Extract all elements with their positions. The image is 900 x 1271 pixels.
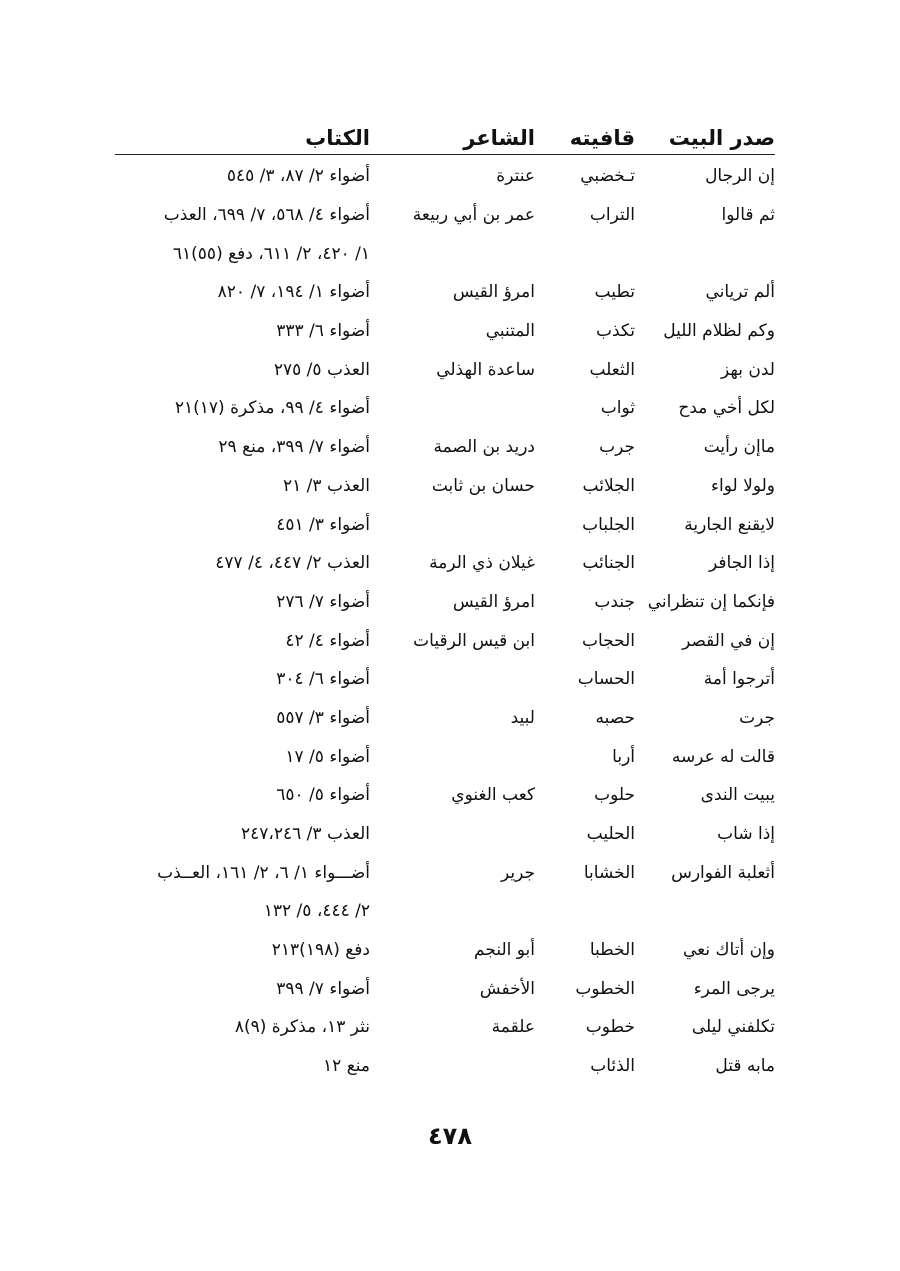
cell-poet: امرؤ القيس [452, 591, 535, 612]
cell-book: ١/ ٤٢٠، ٢/ ٦١١، دفع (٥٥)٦١ [172, 243, 370, 264]
table-row [115, 157, 775, 196]
cell-verse: جرت [739, 707, 775, 728]
cell-verse: إن في القصر [682, 630, 775, 651]
table-row [115, 583, 775, 622]
cell-rhyme: الحليب [586, 824, 635, 845]
table-row [115, 1008, 775, 1047]
cell-rhyme: الجلائب [582, 475, 635, 496]
cell-poet: دريد بن الصمة [433, 437, 535, 458]
cell-book: العذب ٣/ ٢٤٧،٢٤٦ [241, 824, 370, 845]
table-row [115, 931, 775, 970]
cell-verse: لدن بهز [721, 359, 775, 380]
cell-rhyme: ثواب [600, 398, 635, 419]
table-row [115, 312, 775, 351]
cell-rhyme: حلوب [594, 785, 635, 806]
cell-book: منع ١٢ [323, 1056, 370, 1077]
cell-rhyme: الذئاب [590, 1056, 635, 1077]
cell-verse: أترجوا أمة [703, 669, 775, 690]
cell-rhyme: الجنائب [582, 553, 635, 574]
table-body [115, 155, 775, 1086]
cell-rhyme: حصبه [595, 707, 635, 728]
cell-verse: ماإن رأيت [703, 437, 775, 458]
cell-book: أضواء ٣/ ٤٥١ [276, 514, 370, 535]
header-rhyme: قافيته [569, 126, 635, 150]
cell-poet: علقمة [491, 1017, 535, 1038]
table-row [115, 234, 775, 273]
cell-poet: كعب الغنوي [451, 785, 535, 806]
table-row [115, 196, 775, 235]
cell-verse: لكل أخي مدح [678, 398, 775, 419]
cell-book: أضواء ٦/ ٣٠٤ [276, 669, 370, 690]
table-row [115, 621, 775, 660]
table-row [115, 544, 775, 583]
table-row [115, 467, 775, 506]
cell-poet: امرؤ القيس [452, 282, 535, 303]
cell-rhyme: جرب [599, 437, 635, 458]
table-row [115, 699, 775, 738]
table-row [115, 389, 775, 428]
cell-verse: ثم قالوا [721, 205, 775, 226]
cell-rhyme: الحساب [577, 669, 635, 690]
cell-book: أضواء ٤/ ٤٢ [285, 630, 370, 651]
table-row [115, 776, 775, 815]
cell-book: أضواء ٢/ ٨٧، ٣/ ٥٤٥ [226, 166, 370, 187]
cell-book: أضواء ٥/ ٦٥٠ [276, 785, 370, 806]
cell-book: أضواء ٥/ ١٧ [285, 746, 370, 767]
cell-rhyme: خطوب [585, 1017, 635, 1038]
cell-rhyme: الجلباب [582, 514, 635, 535]
cell-rhyme: الحجاب [581, 630, 635, 651]
cell-book: أضواء ٤/ ٥٦٨، ٧/ ٦٩٩، العذب [163, 205, 370, 226]
cell-rhyme: الخطبا [589, 940, 635, 961]
cell-verse: أثعلبة الفوارس [671, 862, 775, 883]
cell-poet: عنترة [496, 166, 535, 187]
cell-verse: ولولا لواء [711, 475, 775, 496]
table-row [115, 1047, 775, 1086]
cell-book: أضواء ٦/ ٣٣٣ [276, 321, 370, 342]
cell-verse: فإنكما إن تنظراني [647, 591, 775, 612]
cell-verse: لايقنع الجارية [684, 514, 775, 535]
table-row [115, 428, 775, 467]
cell-verse: وإن أتاك نعي [683, 940, 775, 961]
cell-book: أضواء ٧/ ٢٧٦ [276, 591, 370, 612]
cell-rhyme: جندب [594, 591, 635, 612]
cell-verse: تكلفني ليلى [691, 1017, 775, 1038]
header-poet: الشاعر [463, 126, 535, 150]
table-row [115, 969, 775, 1008]
cell-poet: حسان بن ثابت [431, 475, 535, 496]
table-row [115, 737, 775, 776]
cell-poet: غيلان ذي الرمة [429, 553, 535, 574]
cell-verse: إذا الجافر [709, 553, 775, 574]
cell-book: العذب ٢/ ٤٤٧، ٤/ ٤٧٧ [215, 553, 370, 574]
page-number: ٤٧٨ [428, 1122, 472, 1150]
table-row [115, 660, 775, 699]
cell-book: أضـــواء ١/ ٦، ٢/ ١٦١، العــذب [157, 862, 370, 883]
cell-book: أضواء ١/ ١٩٤، ٧/ ٨٢٠ [217, 282, 370, 303]
table-header [115, 112, 775, 155]
cell-book: أضواء ٧/ ٣٩٩ [276, 978, 370, 999]
cell-poet: ابن قيس الرقيات [413, 630, 535, 651]
cell-poet: المتنبي [485, 321, 535, 342]
cell-verse: يرجى المرء [693, 978, 775, 999]
table-row [115, 273, 775, 312]
cell-poet: لبيد [510, 707, 535, 728]
cell-book: أضواء ٧/ ٣٩٩، منع ٢٩ [218, 437, 370, 458]
cell-rhyme: أربا [612, 746, 635, 767]
cell-rhyme: الثعلب [589, 359, 635, 380]
cell-book: العذب ٥/ ٢٧٥ [273, 359, 370, 380]
header-book: الكتاب [305, 126, 370, 150]
cell-book: نثر ١٣، مذكرة (٩)٨ [234, 1017, 370, 1038]
cell-poet: ساعدة الهذلي [436, 359, 535, 380]
cell-rhyme: التراب [589, 205, 635, 226]
cell-book: أضواء ٤/ ٩٩، مذكرة (١٧)٢١ [174, 398, 370, 419]
header-verse: صدر البيت [668, 126, 775, 150]
cell-poet: أبو النجم [474, 940, 535, 961]
cell-verse: ألم ترياني [705, 282, 775, 303]
cell-book: ٢/ ٤٤٤، ٥/ ١٣٢ [263, 901, 370, 922]
cell-poet: الأخفش [479, 978, 535, 999]
table-row [115, 505, 775, 544]
cell-rhyme: تكذب [595, 321, 635, 342]
cell-book: العذب ٣/ ٢١ [283, 475, 370, 496]
cell-rhyme: الخشابا [583, 862, 635, 883]
cell-rhyme: تطيب [594, 282, 635, 303]
cell-rhyme: تـخضبي [580, 166, 635, 187]
cell-verse: مابه قتل [715, 1056, 775, 1077]
table-row [115, 853, 775, 892]
cell-verse: إذا شاب [717, 824, 775, 845]
table-row [115, 815, 775, 854]
table-row [115, 892, 775, 931]
cell-verse: وكم لظلام الليل [663, 321, 775, 342]
table-row [115, 350, 775, 389]
cell-poet: عمر بن أبي ربيعة [412, 205, 535, 226]
cell-rhyme: الخطوب [575, 978, 635, 999]
cell-verse: قالت له عرسه [671, 746, 775, 767]
cell-verse: يبيت الندى [700, 785, 775, 806]
cell-book: دفع (١٩٨)٢١٣ [271, 940, 370, 961]
cell-poet: جرير [501, 862, 535, 883]
index-table [115, 112, 775, 1086]
cell-verse: إن الرجال [705, 166, 775, 187]
cell-book: أضواء ٣/ ٥٥٧ [276, 707, 370, 728]
